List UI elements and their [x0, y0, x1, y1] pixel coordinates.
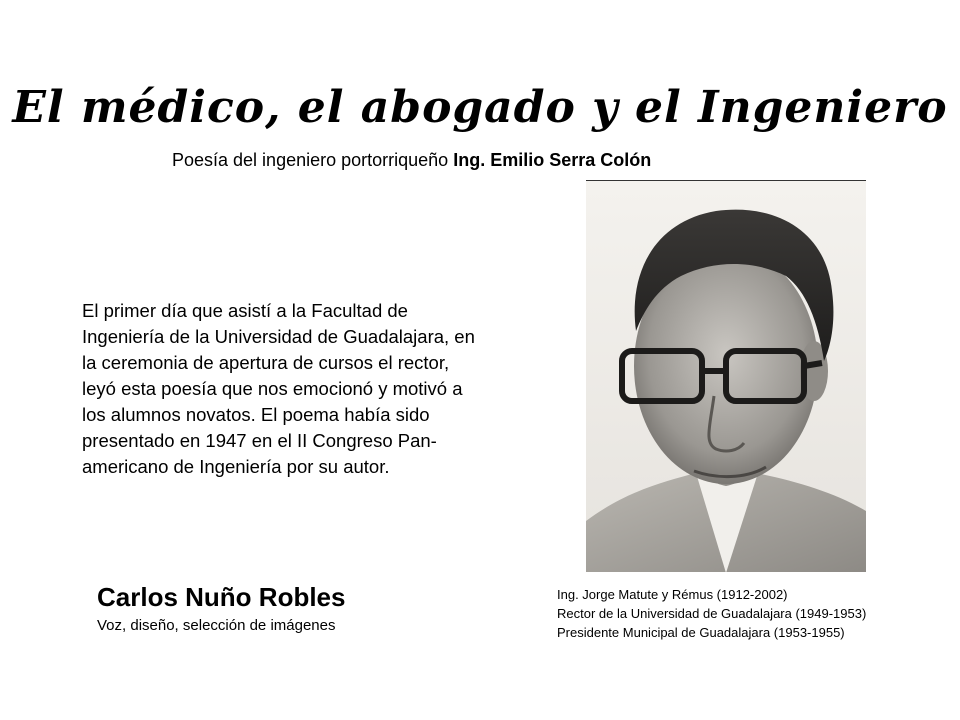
credit-role: Voz, diseño, selección de imágenes: [97, 617, 336, 634]
body-line: Ingeniería de la Universidad de Guadalajara, en: [82, 326, 475, 347]
subtitle-prefix: Poesía del ingeniero portorriqueño: [172, 150, 449, 170]
body-line: El primer día que asistí a la Facultad de: [82, 300, 408, 321]
body-line: la ceremonia de apertura de cursos el rector,: [82, 352, 450, 373]
portrait-photo-icon: [586, 181, 866, 572]
body-line: americano de Ingeniería por su autor.: [82, 456, 390, 477]
slide-subtitle: [172, 150, 651, 171]
body-paragraph: [82, 298, 552, 480]
photo-caption: [557, 585, 866, 642]
body-line: presentado en 1947 en el II Congreso Pan-: [82, 430, 437, 451]
body-line: los alumnos novatos. El poema había sido: [82, 404, 430, 425]
subtitle-author: Ing. Emilio Serra Colón: [453, 150, 652, 170]
slide-title: El médico, el abogado y el Ingeniero: [12, 82, 948, 133]
body-line: leyó esta poesía que nos emocionó y motivó a: [82, 378, 463, 399]
portrait-photo: [586, 180, 866, 572]
caption-line: Ing. Jorge Matute y Rémus (1912-2002): [557, 587, 788, 602]
credit-name: Carlos Nuño Robles: [97, 582, 346, 612]
caption-line: Rector de la Universidad de Guadalajara (1949-1953): [557, 606, 867, 621]
caption-line: Presidente Municipal de Guadalajara (1953-1955): [557, 625, 845, 640]
